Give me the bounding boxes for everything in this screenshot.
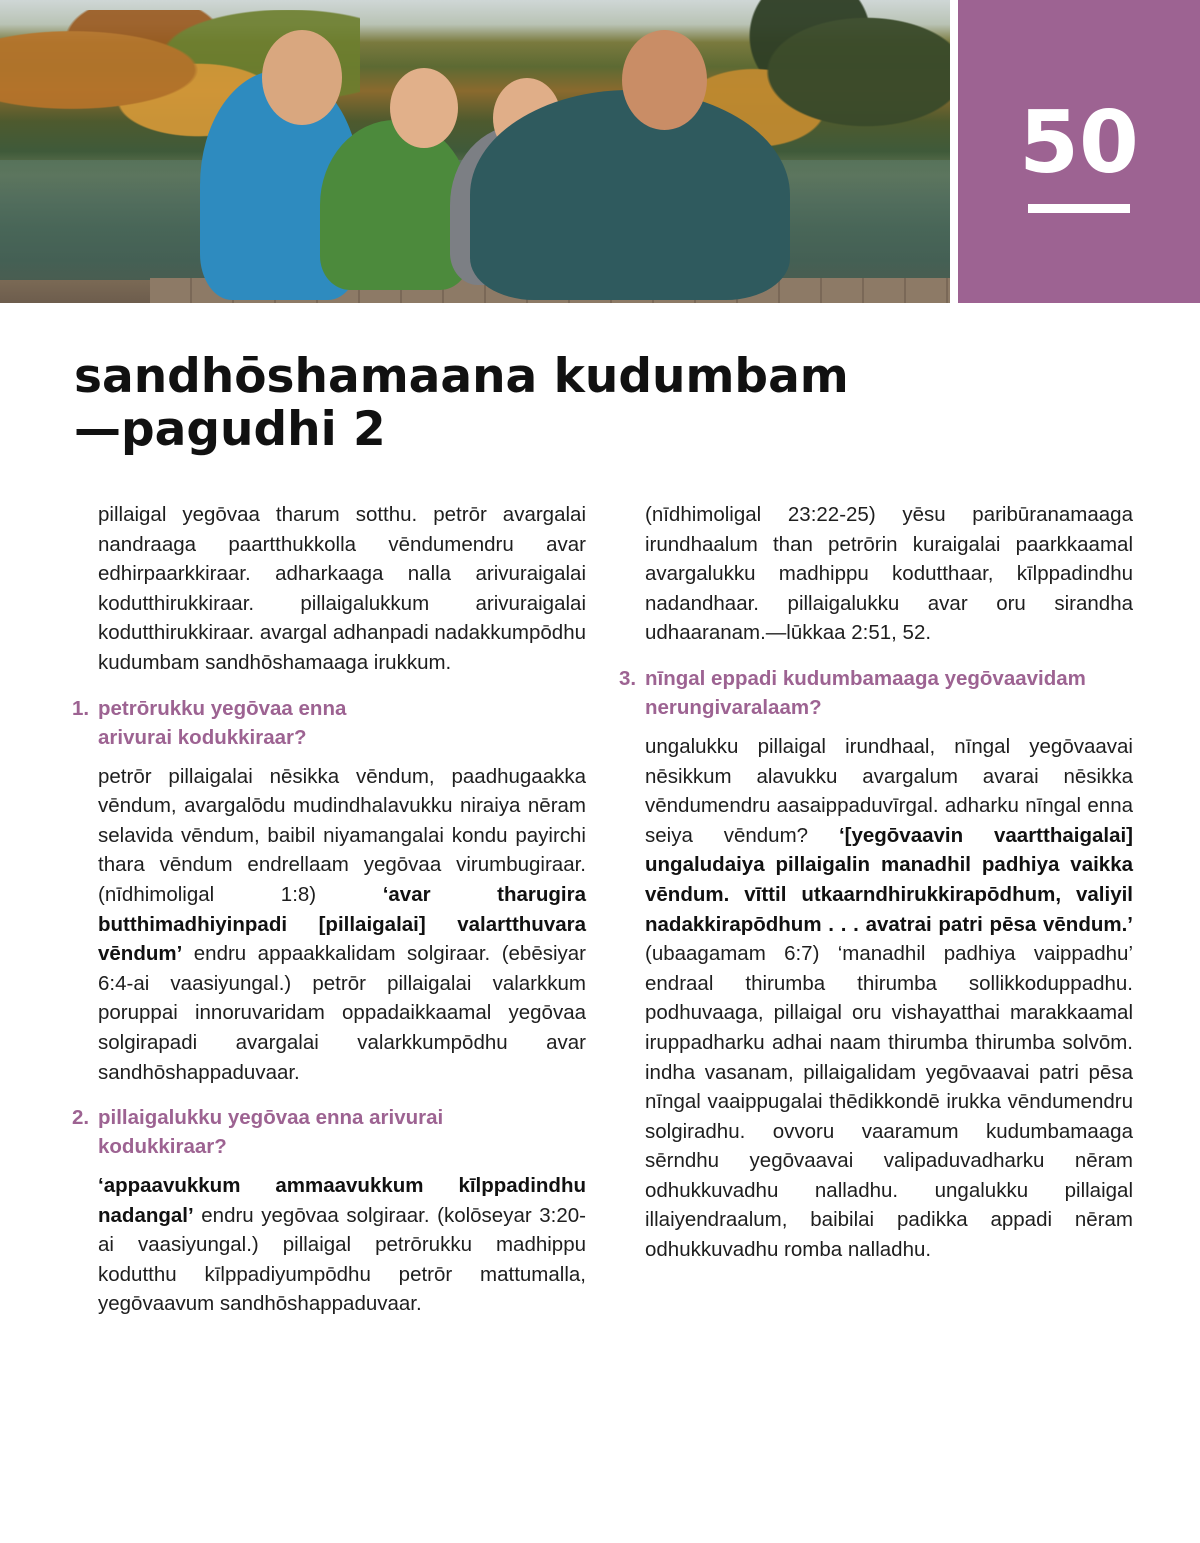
question-2-line-1: pillaigalukku yegōvaa enna arivurai xyxy=(98,1106,444,1130)
question-1-line-1: petrōrukku yegōvaa enna xyxy=(98,696,347,720)
answer-3-text-after: (ubaagamam 6:7) ‘manadhil padhiya vaippadhu’ endraal thirumba thirumba sollikkoduppadhu. podhuvaaga, pillaigal oru vishayatthai marakkaamal iruppadharku adhai naam thirumba thirumba solvōm. indha vasanam, pillaigalidam yegōvaavai patri pēsa nīngal vaaippugalai thēdikkondē irukka vēndumendru solgiradhu. ovvoru vaaramum kudumbamaaga sērndhu yegōvaavai valipaduvadharku nēram odhukkuvadhu nalladhu. ungalukku pillaigal illaiyendraalum, baibilai padikka appadi nēram odhukkuvadhu romba nalladhu. xyxy=(645,942,1133,1262)
lesson-number-badge xyxy=(958,0,1200,303)
father-figure xyxy=(470,90,790,300)
answer-2-bold-quote: ‘appaavukkum ammaavukkum kīlppadindhu nadangal’ xyxy=(98,1174,586,1227)
question-2-line-2: kodukkiraar? xyxy=(98,1135,227,1159)
title-line-1: sandhōshamaana kudumbam xyxy=(74,349,849,404)
answer-1-text-after: endru appaakkalidam solgiraar. (ebēsiyar 6:4-ai vaasiyungal.) petrōr pillaigalai valarkkum poruppai innoruvaridam oppadaikkaamal yegōvaa solgirapadi avargalai valarkkumpōdhu avar sandhōshappaduvaar. xyxy=(98,942,587,1084)
page-title xyxy=(74,350,954,456)
answer-2-paragraph xyxy=(98,1171,586,1319)
question-3-line-2: nerungivaralaam? xyxy=(645,695,822,719)
question-3 xyxy=(619,664,1133,722)
answer-2-continued-paragraph: (nīdhimoligal 23:22-25) yēsu paribūranamaaga irundhaalum than petrōrin kuraigalai paarkkaamal avargalukku madhippu kodutthaar, kīlppadindhu nadandhaar. pillaigalukku avar oru sirandha udhaaranam.—lūkkaa 2:51, 52. xyxy=(645,503,1133,645)
question-1-line-2: arivurai kodukkiraar? xyxy=(98,725,307,749)
question-2 xyxy=(72,1103,586,1161)
answer-3-bold-quote: ‘[yegōvaavin vaartthaigalai] ungaludaiya pillaigalin manadhil padhiya vaikka vēndum. vīttil utkaarndhirukkirapōdhum, valiyil nadakkirapōdhum . . . avatrai patri pēsa vēndum.’ xyxy=(645,823,1133,936)
question-1-number: 1. xyxy=(72,696,90,720)
daughter-head xyxy=(390,68,458,148)
answer-1-text-before: petrōr pillaigalai nēsikka vēndum, paadhugaakka vēndum, avargalōdu mudindhalavukku niraiya nēram selavida vēndum, baibil niyamangalai kondu payirchi thara vēndum endrellaam yegōvaa virumbugiraar. (nīdhimoligal 1:8) xyxy=(98,764,586,906)
question-3-number: 3. xyxy=(619,666,637,690)
answer-1-bold-quote: ‘avar tharugira butthimadhiyinpadi [pillaigalai] valartthuvara vēndum’ xyxy=(98,882,586,966)
answer-1-paragraph xyxy=(98,762,586,1088)
mother-head xyxy=(262,30,342,125)
question-1 xyxy=(72,694,586,752)
answer-2-text-after: endru yegōvaa solgiraar. (kolōseyar 3:20-ai vaasiyungal.) pillaigal petrōrukku madhippu kodutthu kīlppadiyumpōdhu petrōr mattumalla, yegōvaavum sandhōshappaduvaar. xyxy=(98,1203,586,1316)
title-line-2: —pagudhi 2 xyxy=(74,402,386,458)
daughter-figure xyxy=(320,120,470,290)
header-photo-family-by-lake xyxy=(0,0,950,303)
question-2-number: 2. xyxy=(72,1106,90,1130)
lesson-number: 50 xyxy=(1019,93,1139,193)
father-head xyxy=(622,30,707,130)
question-3-line-1: nīngal eppadi kudumbamaaga yegōvaavidam xyxy=(645,666,1086,690)
lesson-number-underline xyxy=(1028,204,1130,213)
left-column xyxy=(72,500,587,1319)
right-column xyxy=(619,500,1133,1265)
answer-3-paragraph xyxy=(645,732,1133,1265)
intro-paragraph: pillaigal yegōvaa tharum sotthu. petrōr avargalai nandraaga paartthukkolla vēndumendru avar edhirpaarkkiraar. adharkaaga nalla arivuraigalai kodutthirukkiraar. pillaigalukkum arivuraigalai kodutthirukkiraar. avargal adhanpadi nadakkumpōdhu kudumbam sandhōshamaaga irukkum. xyxy=(98,503,586,674)
answer-3-text-before: ungalukku pillaigal irundhaal, nīngal yegōvaavai nēsikkum alavukku avargalum avarai nēsikka vēndumendru aasaippaduvīrgal. adharku nīngal enna seiya vēndum? xyxy=(645,734,1133,847)
